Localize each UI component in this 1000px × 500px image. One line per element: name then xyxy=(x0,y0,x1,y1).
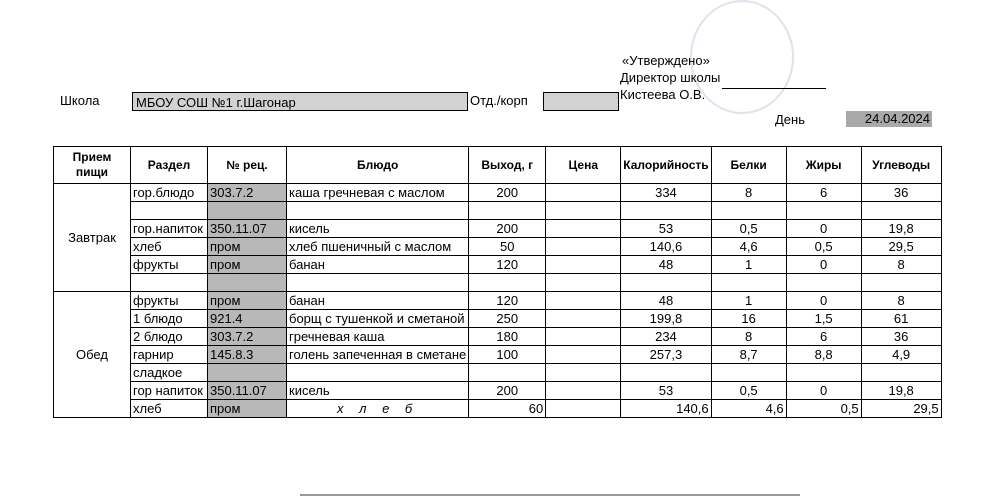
cell-price xyxy=(546,184,621,202)
col-protein: Белки xyxy=(711,147,786,184)
col-kcal: Калорийность xyxy=(621,147,711,184)
cell-fat: 6 xyxy=(786,184,861,202)
cell-recipe: 145.8.3 xyxy=(208,346,287,364)
cell-kcal: 257,3 xyxy=(621,346,711,364)
cell-section: фрукты xyxy=(131,256,208,274)
cell-protein: 8,7 xyxy=(711,346,786,364)
page-divider xyxy=(300,494,800,496)
cell-output: 60 xyxy=(469,400,546,418)
cell-kcal: 53 xyxy=(621,220,711,238)
table-row xyxy=(54,238,942,256)
cell-dish: банан xyxy=(287,256,469,274)
cell-price xyxy=(546,202,621,220)
cell-carbs: 19,8 xyxy=(861,382,941,400)
cell-section: гор.блюдо xyxy=(131,184,208,202)
cell-fat xyxy=(786,364,861,382)
cell-dish xyxy=(287,202,469,220)
table-row xyxy=(54,184,942,202)
table-row xyxy=(54,274,942,292)
cell-output: 50 xyxy=(469,238,546,256)
cell-price xyxy=(546,310,621,328)
cell-dish: хлеб пшеничный с маслом xyxy=(287,238,469,256)
cell-output: 120 xyxy=(469,292,546,310)
cell-protein: 8 xyxy=(711,328,786,346)
cell-dish: х л е б xyxy=(287,400,469,418)
col-output: Выход, г xyxy=(469,147,546,184)
director-label: Директор школы xyxy=(620,70,721,85)
cell-output: 120 xyxy=(469,256,546,274)
cell-fat: 0,5 xyxy=(786,238,861,256)
cell-section: хлеб xyxy=(131,238,208,256)
table-row xyxy=(54,220,942,238)
cell-protein: 1 xyxy=(711,292,786,310)
cell-section: хлеб xyxy=(131,400,208,418)
col-meal: Прием пищи xyxy=(54,147,131,184)
col-carbs: Углеводы xyxy=(861,147,941,184)
table-row xyxy=(54,400,942,418)
cell-kcal: 140,6 xyxy=(621,238,711,256)
col-section: Раздел xyxy=(131,147,208,184)
cell-recipe: пром xyxy=(208,238,287,256)
meal-breakfast: Завтрак xyxy=(54,184,131,292)
cell-fat: 0 xyxy=(786,292,861,310)
cell-dish: гречневая каша xyxy=(287,328,469,346)
cell-section xyxy=(131,202,208,220)
cell-fat xyxy=(786,202,861,220)
cell-recipe: 350.11.07 xyxy=(208,220,287,238)
cell-dish: кисель xyxy=(287,382,469,400)
menu-table xyxy=(53,146,942,418)
dept-label: Отд./корп xyxy=(470,93,528,108)
cell-fat xyxy=(786,274,861,292)
cell-carbs: 8 xyxy=(861,256,941,274)
cell-recipe: 921.4 xyxy=(208,310,287,328)
cell-recipe xyxy=(208,202,287,220)
cell-output xyxy=(469,364,546,382)
cell-price xyxy=(546,328,621,346)
col-price: Цена xyxy=(546,147,621,184)
cell-price xyxy=(546,364,621,382)
cell-fat: 0 xyxy=(786,382,861,400)
cell-carbs: 19,8 xyxy=(861,220,941,238)
cell-fat: 6 xyxy=(786,328,861,346)
cell-price xyxy=(546,400,621,418)
cell-section: гор.напиток xyxy=(131,220,208,238)
cell-dish xyxy=(287,364,469,382)
school-name-field: МБОУ СОШ №1 г.Шагонар xyxy=(132,92,468,111)
cell-fat: 0 xyxy=(786,256,861,274)
cell-protein: 0,5 xyxy=(711,220,786,238)
dept-field xyxy=(543,92,619,111)
table-row xyxy=(54,256,942,274)
cell-carbs xyxy=(861,202,941,220)
cell-recipe xyxy=(208,364,287,382)
cell-price xyxy=(546,346,621,364)
table-row xyxy=(54,310,942,328)
cell-section xyxy=(131,274,208,292)
cell-carbs: 4,9 xyxy=(861,346,941,364)
school-label: Школа xyxy=(60,93,100,108)
cell-recipe: пром xyxy=(208,292,287,310)
col-fat: Жиры xyxy=(786,147,861,184)
cell-dish: голень запеченная в сметане xyxy=(287,346,469,364)
cell-kcal: 48 xyxy=(621,292,711,310)
cell-kcal: 48 xyxy=(621,256,711,274)
cell-protein xyxy=(711,274,786,292)
cell-price xyxy=(546,274,621,292)
cell-kcal: 234 xyxy=(621,328,711,346)
cell-carbs: 36 xyxy=(861,184,941,202)
signature-line xyxy=(722,88,826,89)
approval-block xyxy=(620,52,720,103)
cell-section: гор напиток xyxy=(131,382,208,400)
cell-dish: кисель xyxy=(287,220,469,238)
cell-recipe: 350.11.07 xyxy=(208,382,287,400)
cell-output: 250 xyxy=(469,310,546,328)
cell-protein: 4,6 xyxy=(711,238,786,256)
table-row xyxy=(54,364,942,382)
cell-price xyxy=(546,256,621,274)
table-row xyxy=(54,382,942,400)
table-row xyxy=(54,328,942,346)
cell-protein xyxy=(711,364,786,382)
cell-fat: 0 xyxy=(786,220,861,238)
table-row xyxy=(54,292,942,310)
cell-carbs: 29,5 xyxy=(861,400,941,418)
table-header-row xyxy=(54,147,942,184)
cell-recipe: 303.7.2 xyxy=(208,184,287,202)
cell-output: 180 xyxy=(469,328,546,346)
table-row xyxy=(54,346,942,364)
cell-output: 200 xyxy=(469,220,546,238)
cell-fat: 0,5 xyxy=(786,400,861,418)
table-row xyxy=(54,202,942,220)
cell-protein: 8 xyxy=(711,184,786,202)
cell-kcal xyxy=(621,274,711,292)
day-label: День xyxy=(775,112,805,127)
cell-kcal xyxy=(621,202,711,220)
cell-recipe xyxy=(208,274,287,292)
cell-price xyxy=(546,292,621,310)
cell-protein xyxy=(711,202,786,220)
cell-dish: банан xyxy=(287,292,469,310)
cell-protein: 1 xyxy=(711,256,786,274)
cell-fat: 8,8 xyxy=(786,346,861,364)
cell-protein: 4,6 xyxy=(711,400,786,418)
cell-output: 200 xyxy=(469,184,546,202)
director-name: Кистеева О.В. xyxy=(620,87,706,102)
cell-output xyxy=(469,274,546,292)
cell-fat: 1,5 xyxy=(786,310,861,328)
cell-carbs: 61 xyxy=(861,310,941,328)
approved-label: «Утверждено» xyxy=(622,53,710,68)
col-recipe: № рец. xyxy=(208,147,287,184)
cell-output xyxy=(469,202,546,220)
cell-section: сладкое xyxy=(131,364,208,382)
cell-kcal: 53 xyxy=(621,382,711,400)
cell-kcal xyxy=(621,364,711,382)
cell-carbs: 29,5 xyxy=(861,238,941,256)
cell-price xyxy=(546,220,621,238)
cell-output: 200 xyxy=(469,382,546,400)
cell-carbs xyxy=(861,364,941,382)
cell-protein: 0,5 xyxy=(711,382,786,400)
cell-dish xyxy=(287,274,469,292)
cell-price xyxy=(546,382,621,400)
cell-section: 2 блюдо xyxy=(131,328,208,346)
cell-section: фрукты xyxy=(131,292,208,310)
cell-kcal: 140,6 xyxy=(621,400,711,418)
cell-recipe: 303.7.2 xyxy=(208,328,287,346)
cell-kcal: 334 xyxy=(621,184,711,202)
cell-kcal: 199,8 xyxy=(621,310,711,328)
cell-price xyxy=(546,238,621,256)
cell-carbs: 36 xyxy=(861,328,941,346)
meal-lunch: Обед xyxy=(54,292,131,418)
cell-carbs xyxy=(861,274,941,292)
col-dish: Блюдо xyxy=(287,147,469,184)
cell-section: 1 блюдо xyxy=(131,310,208,328)
cell-carbs: 8 xyxy=(861,292,941,310)
date-field: 24.04.2024 xyxy=(846,111,932,127)
cell-output: 100 xyxy=(469,346,546,364)
cell-protein: 16 xyxy=(711,310,786,328)
cell-recipe: пром xyxy=(208,256,287,274)
cell-recipe: пром xyxy=(208,400,287,418)
cell-section: гарнир xyxy=(131,346,208,364)
cell-dish: борщ с тушенкой и сметаной xyxy=(287,310,469,328)
cell-dish: каша гречневая с маслом xyxy=(287,184,469,202)
